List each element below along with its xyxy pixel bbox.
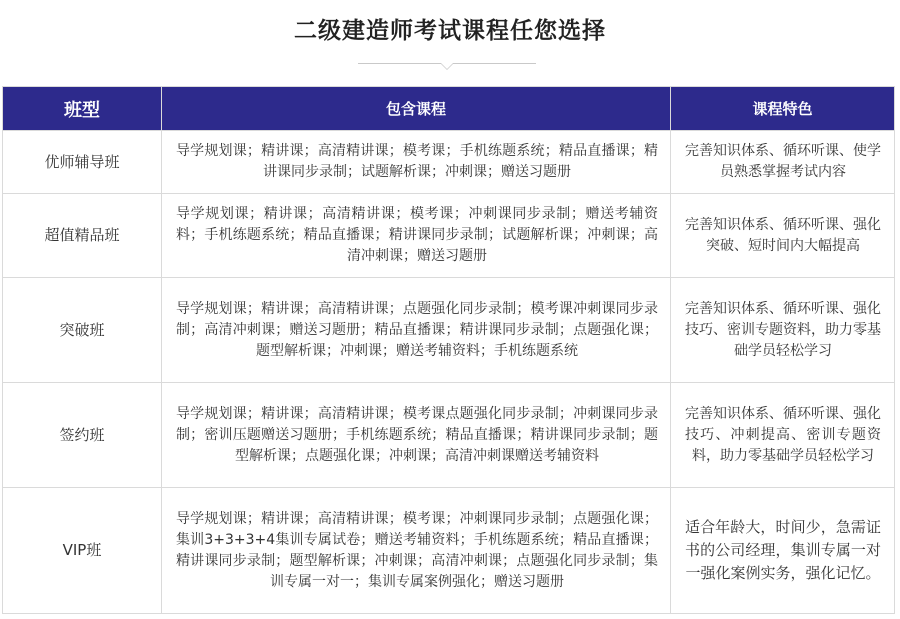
class-type-cell: VIP班 xyxy=(3,488,162,614)
courses-cell: 导学规划课；精讲课；高清精讲课；模考课；冲刺课同步录制；点题强化课；集训3+3+3+4集训专属试卷；赠送考辅资料；手机练题系统；精品直播课；精讲课同步录制；题型解析课；冲刺课；高清冲刺课；点题强化同步录制；集训专属一对一；集训专属案例强化；赠送习题册 xyxy=(162,488,671,614)
course-comparison-table xyxy=(2,86,895,614)
table-row xyxy=(3,194,895,278)
features-cell: 完善知识体系、循环听课、强化技巧、冲刺提高、密训专题资料，助力零基础学员轻松学习 xyxy=(671,383,895,488)
features-cell: 完善知识体系、循环听课、使学员熟悉掌握考试内容 xyxy=(671,131,895,194)
header-included-courses: 包含课程 xyxy=(162,87,671,131)
table-row xyxy=(3,278,895,383)
courses-cell: 导学规划课；精讲课；高清精讲课；点题强化同步录制；模考课冲刺课同步录制；高清冲刺课；赠送习题册；精品直播课；精讲课同步录制；点题强化课；题型解析课；冲刺课；赠送考辅资料；手机练题系统 xyxy=(162,278,671,383)
title-divider-notch-fill xyxy=(441,63,453,69)
courses-cell: 导学规划课；精讲课；高清精讲课；模考课；冲刺课同步录制；赠送考辅资料；手机练题系统；精品直播课；精讲课同步录制；试题解析课；冲刺课；高清冲刺课；赠送习题册 xyxy=(162,194,671,278)
class-type-cell: 签约班 xyxy=(3,383,162,488)
features-cell: 适合年龄大，时间少，急需证书的公司经理，集训专属一对一强化案例实务，强化记忆。 xyxy=(671,488,895,614)
features-cell: 完善知识体系、循环听课、强化突破、短时间内大幅提高 xyxy=(671,194,895,278)
page-title: 二级建造师考试课程任您选择 xyxy=(294,18,606,44)
table-header-row xyxy=(3,87,895,131)
header-class-type: 班型 xyxy=(3,87,162,131)
class-type-cell: 超值精品班 xyxy=(3,194,162,278)
courses-cell: 导学规划课；精讲课；高清精讲课；模考课点题强化同步录制；冲刺课同步录制；密训压题赠送习题册；手机练题系统；精品直播课；精讲课同步录制；题型解析课；点题强化课；冲刺课；高清冲刺课赠送考辅资料 xyxy=(162,383,671,488)
header-course-features: 课程特色 xyxy=(671,87,895,131)
table-row xyxy=(3,131,895,194)
courses-cell: 导学规划课；精讲课；高清精讲课；模考课；手机练题系统；精品直播课；精讲课同步录制；试题解析课；冲刺课；赠送习题册 xyxy=(162,131,671,194)
class-type-cell: 优师辅导班 xyxy=(3,131,162,194)
table-row xyxy=(3,383,895,488)
table-row xyxy=(3,488,895,614)
features-cell: 完善知识体系、循环听课、强化技巧、密训专题资料，助力零基础学员轻松学习 xyxy=(671,278,895,383)
class-type-cell: 突破班 xyxy=(3,278,162,383)
